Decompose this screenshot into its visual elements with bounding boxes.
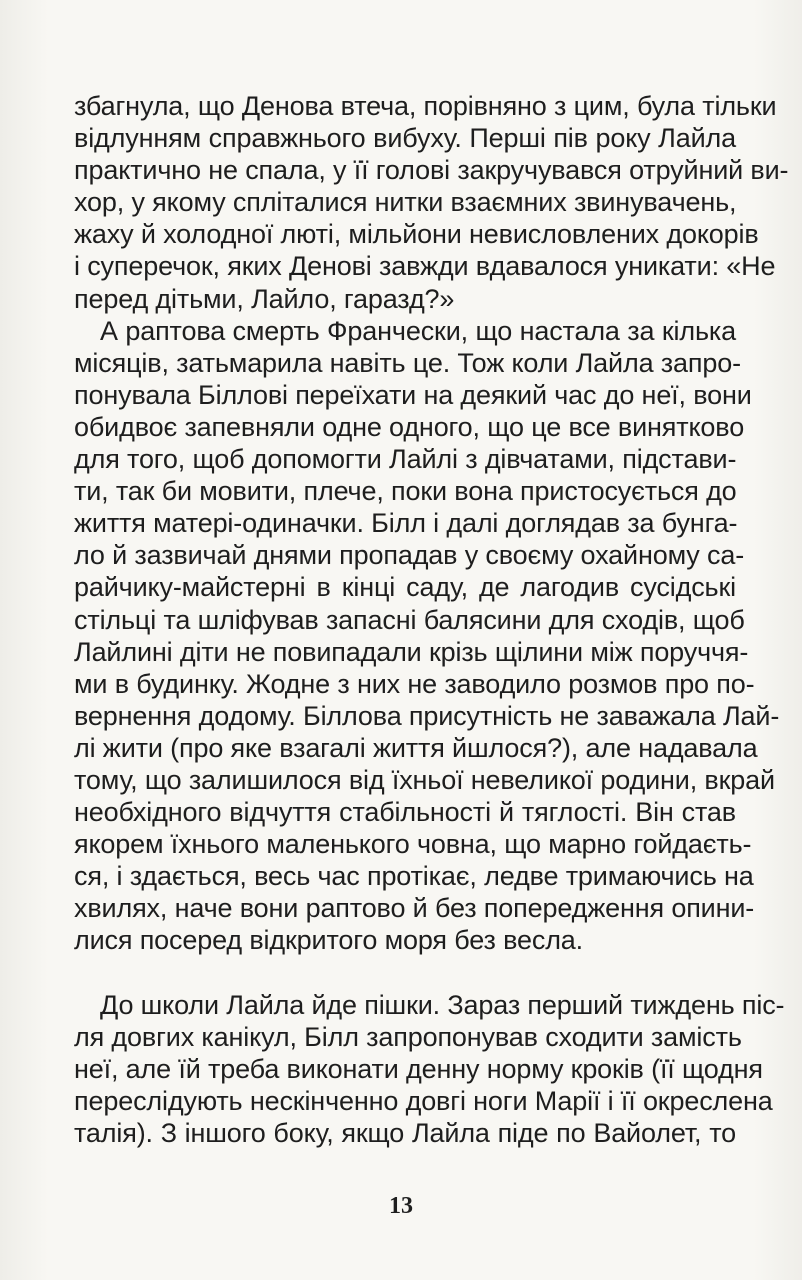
text-line: вернення додому. Біллова присутність не заважала Лай- [74,700,780,731]
text-line: ти, так би мовити, плече, поки вона пристосується до [74,476,737,507]
text-line: збагнула, що Денова втеча, порівняно з цим, була тільки [74,91,777,121]
text-line: хвилях, наче вони раптово й без попередження опини- [74,893,755,924]
text-line: хор, у якому спліталися нитки взаємних звинувачень, [74,187,737,218]
section-break [74,957,736,989]
text-line: лі жити (про яке взагалі життя йшлося?), але надавала [74,732,758,763]
text-line: життя матері-одиначки. Білл і далі доглядав за бунга- [74,508,738,539]
text-line: переслідують нескінченно довгі ноги Марії і її окреслена [74,1085,773,1116]
page-number: 13 [389,1193,413,1219]
text-line: ло й зазвичай днями пропадав у своєму охайному са- [74,540,745,571]
paragraph [74,989,785,1149]
text-line: якорем їхнього маленького човна, що марно гойдаєть- [74,829,752,860]
text-line: тому, що залишилося від їхньої невеликої родини, вкрай [74,764,775,795]
text-line: необхідного відчуття стабільності й тяглості. Він став [74,797,736,828]
text-line: талія). З іншого боку, якщо Лайла піде по Вайолет, то [74,1117,736,1148]
text-line: ми в будинку. Жодне з них не заводило розмов про по- [74,668,755,699]
paragraph [74,90,789,315]
text-line: обидвоє запевняли одне одного, що це все винятково [74,411,745,442]
text-line: неї, але їй треба виконати денну норму кроків (її щодня [74,1053,763,1084]
text-line: жаху й холодної люті, мільйони невисловлених докорів [74,219,759,250]
text-line: стільці та шліфував запасні балясини для сходів, щоб [74,604,745,635]
text-line: місяців, затьмарила навіть це. Тож коли Лайла запро- [74,347,741,378]
text-line: і суперечок, яких Денові завжди вдавалося уникати: «Не [74,251,776,282]
text-line: До школи Лайла йде пішки. Зараз перший тиждень піс- [100,989,785,1020]
text-line: для того, щоб допомогти Лайлі з дівчатами, підстави- [74,444,737,475]
text-line: Лайлині діти не повипадали крізь щілини між поруччя- [74,636,749,667]
text-line: понувала Біллові переїхати на деякий час до неї, вони [74,379,752,410]
text-line: лися посеред відкритого моря без весла. [74,925,584,956]
text-line: відлунням справжнього вибуху. Перші пів року Лайла [74,123,736,154]
text-line: ся, і здається, весь час протікає, ледве тримаючись на [74,861,754,892]
paragraph [74,315,780,957]
body-text [74,90,789,1149]
text-line: практично не спала, у її голові закручувався отруйний ви- [74,155,789,186]
text-line: ля довгих канікул, Білл запропонував сходити замість [74,1021,742,1052]
text-line: перед дітьми, Лайло, гаразд?» [74,283,455,314]
text-line: райчику-майстерні в кінці саду, де лагодив сусідські [74,572,736,603]
text-line: А раптова смерть Франчески, що настала за кілька [100,315,736,346]
